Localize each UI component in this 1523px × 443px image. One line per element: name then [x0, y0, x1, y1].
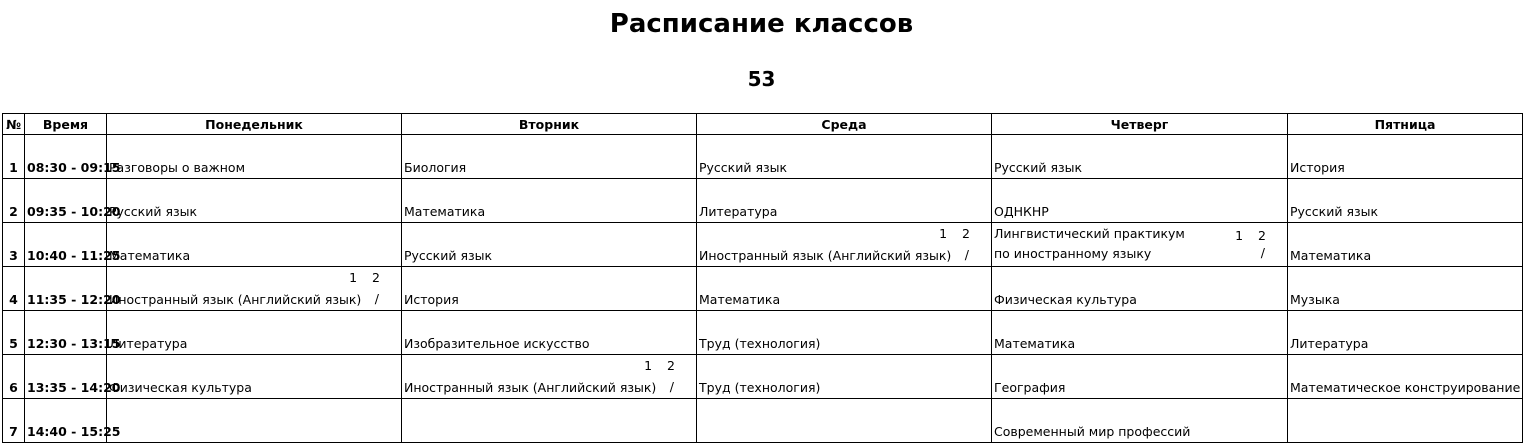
header-time: Время: [25, 114, 107, 135]
lesson-cell: Литература: [1288, 311, 1523, 355]
lesson-cell: Математика: [992, 311, 1288, 355]
page-title: Расписание классов: [609, 9, 914, 39]
group-1-label: 1: [939, 226, 963, 241]
lesson-cell: Изобразительное искусство: [402, 311, 697, 355]
table-row: [3, 135, 1523, 179]
group-separator: /: [1260, 245, 1265, 260]
group-2-label: 2: [962, 226, 985, 241]
lesson-subject: Иностранный язык (Английский язык): [109, 292, 362, 307]
lesson-cell: Математика: [107, 223, 402, 267]
lesson-cell: Биология: [402, 135, 697, 179]
header-monday: Понедельник: [107, 114, 402, 135]
table-row: [3, 179, 1523, 223]
lesson-cell: История: [1288, 135, 1523, 179]
lesson-subject: Иностранный язык (Английский язык): [404, 380, 657, 395]
table-row: [3, 311, 1523, 355]
lesson-number: 2: [3, 179, 25, 223]
lesson-cell-split: [107, 267, 402, 311]
group-separator: /: [374, 291, 379, 306]
lesson-cell: Современный мир профессий: [992, 399, 1288, 443]
header-tuesday: Вторник: [402, 114, 697, 135]
group-separator: /: [669, 379, 674, 394]
lesson-cell: Физическая культура: [107, 355, 402, 399]
lesson-cell: Русский язык: [402, 223, 697, 267]
lesson-cell: Математика: [697, 267, 992, 311]
lesson-cell: Русский язык: [107, 179, 402, 223]
header-thursday: Четверг: [992, 114, 1288, 135]
lesson-time: 08:30 - 09:15: [25, 135, 107, 179]
lesson-cell: Физическая культура: [992, 267, 1288, 311]
class-number: 53: [747, 67, 776, 91]
lesson-cell: Труд (технология): [697, 311, 992, 355]
lesson-cell: Литература: [697, 179, 992, 223]
lesson-time: 11:35 - 12:20: [25, 267, 107, 311]
lesson-number: 1: [3, 135, 25, 179]
lesson-cell-split: [697, 223, 992, 267]
group-2-label: 2: [667, 358, 690, 373]
group-marks: [644, 358, 690, 374]
lesson-cell: Русский язык: [697, 135, 992, 179]
lesson-time: 12:30 - 13:15: [25, 311, 107, 355]
lesson-subject: Иностранный язык (Английский язык): [699, 248, 952, 263]
lesson-time: 13:35 - 14:20: [25, 355, 107, 399]
lesson-time: 14:40 - 15:25: [25, 399, 107, 443]
lesson-cell: Литература: [107, 311, 402, 355]
group-1-label: 1: [349, 270, 373, 285]
lesson-cell: История: [402, 267, 697, 311]
lesson-cell: Русский язык: [1288, 179, 1523, 223]
schedule-table: [2, 113, 1523, 443]
lesson-cell-split: [992, 223, 1288, 267]
lesson-number: 6: [3, 355, 25, 399]
header-number: №: [3, 114, 25, 135]
lesson-cell: Труд (технология): [697, 355, 992, 399]
table-row: [3, 355, 1523, 399]
lesson-cell: Математика: [402, 179, 697, 223]
lesson-cell: Математика: [1288, 223, 1523, 267]
table-row: [3, 267, 1523, 311]
group-separator: /: [964, 247, 969, 262]
lesson-cell: Математическое конструирование: [1288, 355, 1523, 399]
group-1-label: 1: [644, 358, 668, 373]
lesson-time: 10:40 - 11:25: [25, 223, 107, 267]
lesson-cell: [1288, 399, 1523, 443]
header-wednesday: Среда: [697, 114, 992, 135]
group-2-label: 2: [372, 270, 395, 285]
lesson-cell: ОДНКНР: [992, 179, 1288, 223]
lesson-cell: Разговоры о важном: [107, 135, 402, 179]
group-marks: [1235, 226, 1281, 246]
lesson-cell: Музыка: [1288, 267, 1523, 311]
lesson-time: 09:35 - 10:20: [25, 179, 107, 223]
lesson-subject: Лингвистический практикум по иностранному языку: [994, 226, 1185, 261]
lesson-cell: [697, 399, 992, 443]
lesson-number: 3: [3, 223, 25, 267]
table-row: [3, 223, 1523, 267]
group-marks: [349, 270, 395, 286]
lesson-cell: География: [992, 355, 1288, 399]
lesson-cell: Русский язык: [992, 135, 1288, 179]
lesson-number: 4: [3, 267, 25, 311]
lesson-number: 5: [3, 311, 25, 355]
header-friday: Пятница: [1288, 114, 1523, 135]
group-1-label: 1: [1235, 228, 1259, 243]
header-row: [3, 114, 1523, 135]
lesson-cell: [402, 399, 697, 443]
group-2-label: 2: [1258, 228, 1281, 243]
lesson-cell-split: [402, 355, 697, 399]
lesson-cell: [107, 399, 402, 443]
lesson-number: 7: [3, 399, 25, 443]
table-row: [3, 399, 1523, 443]
group-marks: [939, 226, 985, 242]
